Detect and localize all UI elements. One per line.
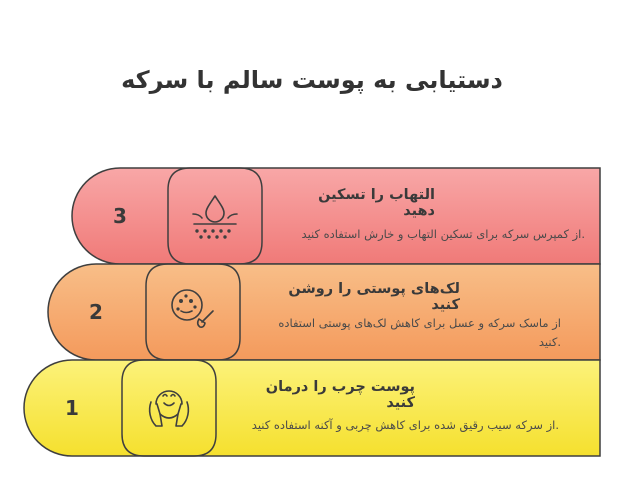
step-number-1: 1 bbox=[65, 396, 79, 420]
page-title: دستیابی به پوست سالم با سرکه bbox=[121, 66, 503, 94]
step-2-description: از ماسک سرکه و عسل برای کاهش لک‌های پوستی استفاده .کنید bbox=[278, 316, 561, 349]
step-1-description: .از سرکه سیب رقیق شده برای کاهش چربی و آکنه استفاده کنید bbox=[251, 418, 559, 432]
step-number-3: 3 bbox=[113, 204, 127, 228]
step-number-2: 2 bbox=[89, 300, 103, 324]
step-1-heading: پوست چرب را درمان کنید bbox=[265, 379, 415, 411]
step-3-description: .از کمپرس سرکه برای تسکین التهاب و خارش استفاده کنید bbox=[301, 227, 585, 241]
step-2-heading: لک‌های پوستی را روشن کنید bbox=[288, 281, 460, 313]
step-3-heading: التهاب را تسکین دهید bbox=[318, 187, 435, 219]
